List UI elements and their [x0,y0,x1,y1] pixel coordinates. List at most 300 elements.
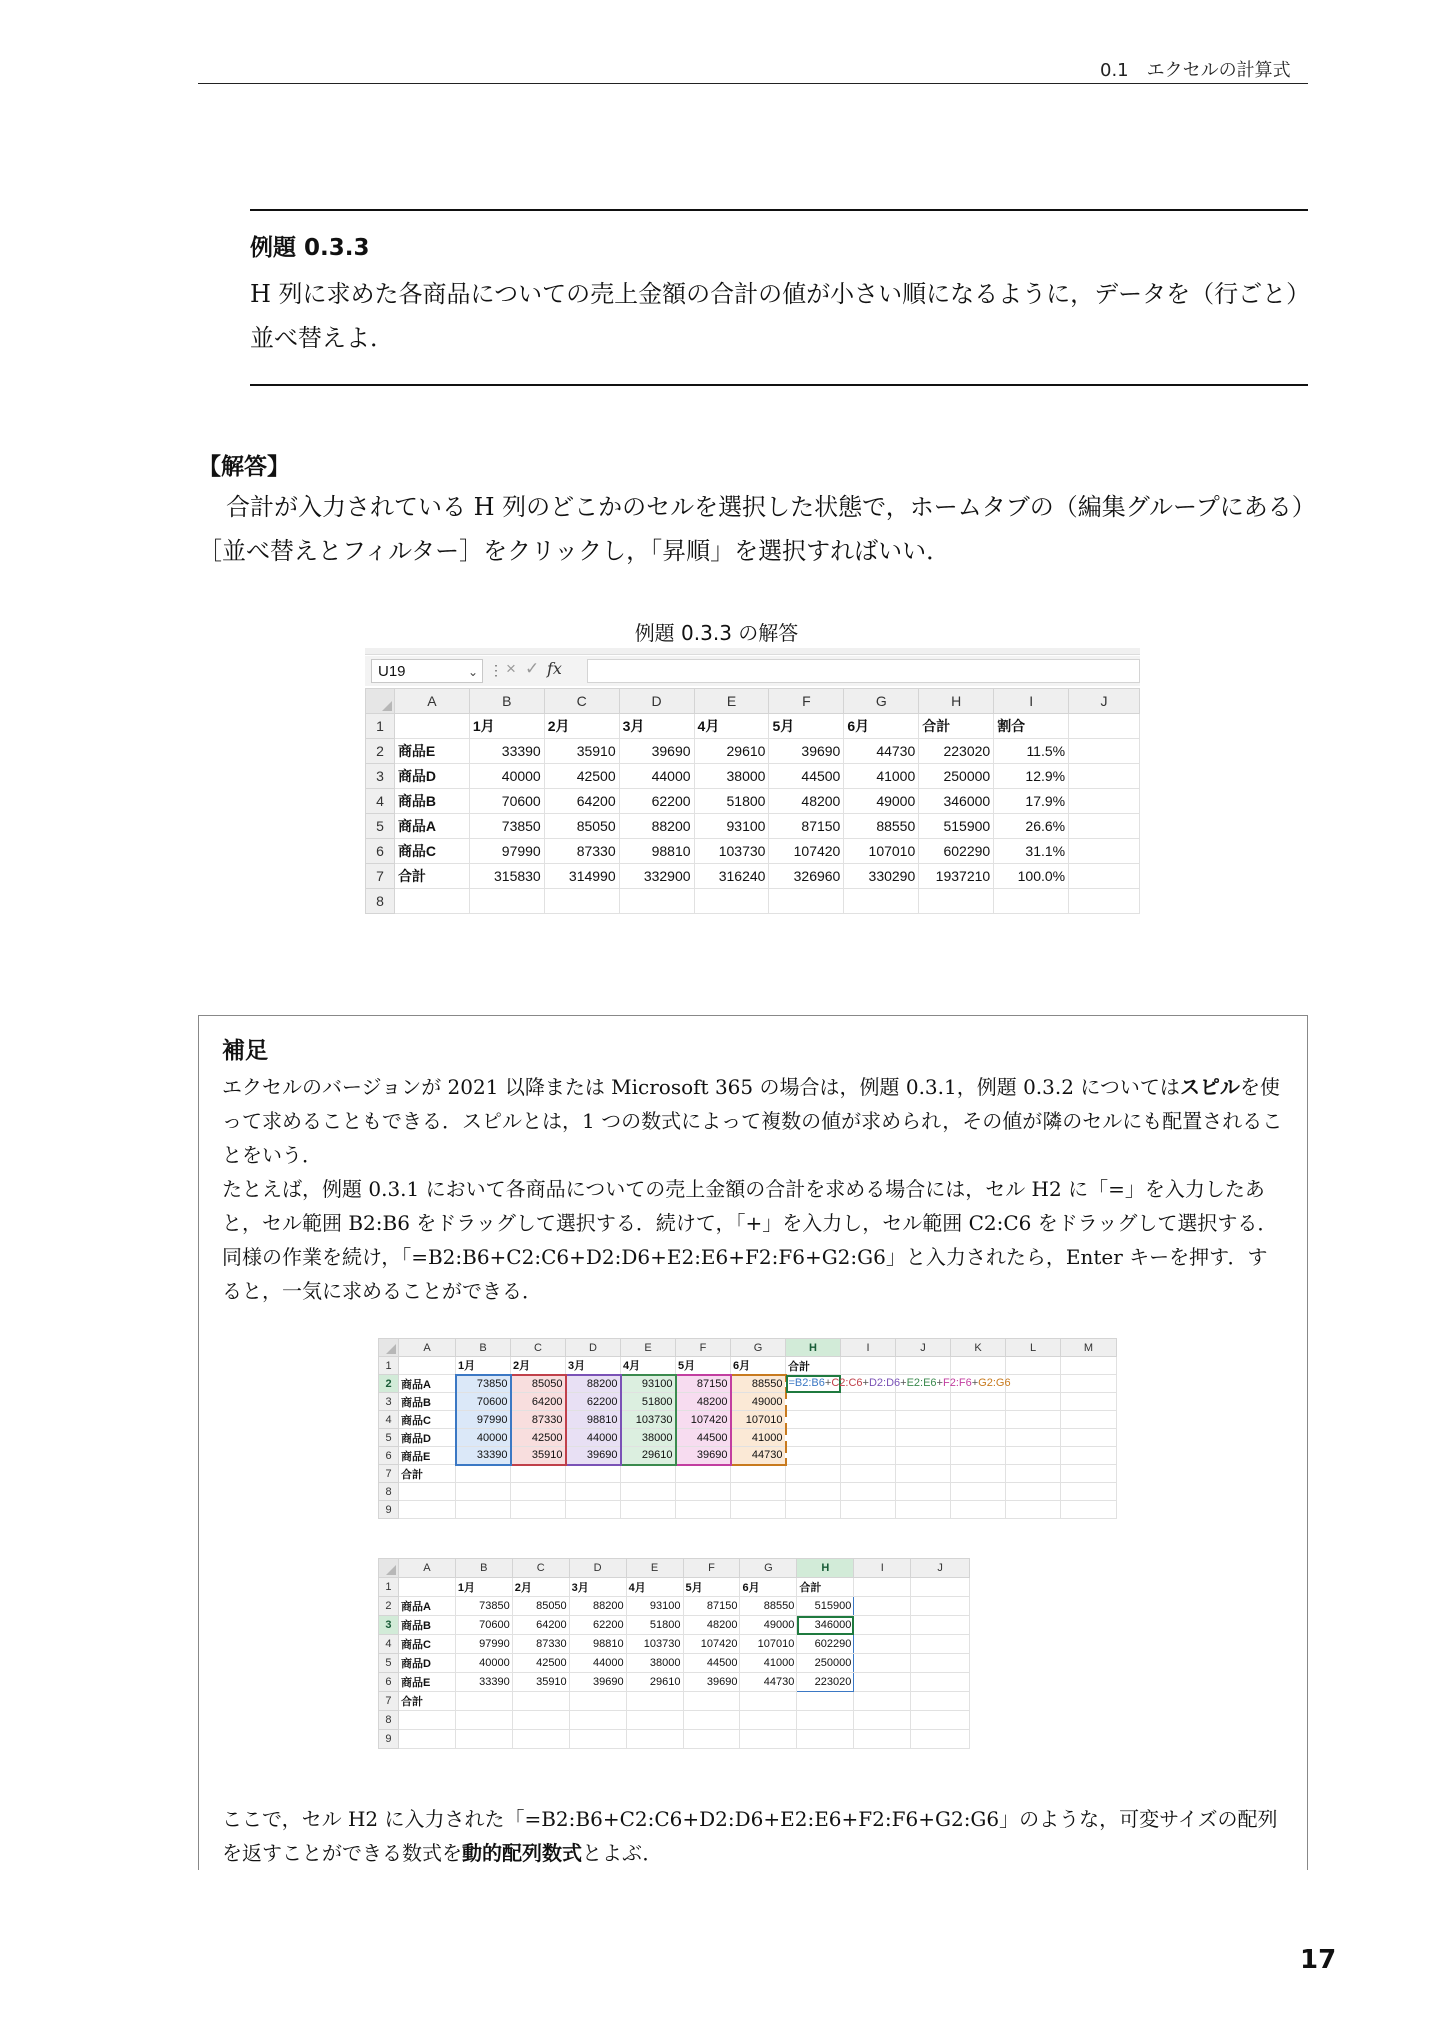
cell[interactable]: 2月 [511,1357,566,1375]
column-header-B[interactable]: B [456,1339,511,1357]
cell[interactable]: 48200 [676,1393,731,1411]
cell[interactable] [455,1711,512,1730]
cell[interactable]: 51800 [694,789,769,814]
cell[interactable] [399,1501,456,1519]
cell[interactable]: 29610 [621,1447,676,1465]
cell[interactable]: 62200 [569,1616,626,1635]
cell[interactable] [1061,1411,1117,1429]
row-header[interactable]: 1 [366,714,395,739]
row-header[interactable]: 5 [379,1654,399,1673]
cell[interactable]: 87330 [511,1411,566,1429]
cell[interactable]: 316240 [694,864,769,889]
cell[interactable]: 26.6% [994,814,1069,839]
cell[interactable]: 29610 [626,1673,683,1692]
row-header[interactable]: 5 [379,1429,399,1447]
cell[interactable]: 38000 [626,1654,683,1673]
cell[interactable] [786,1393,841,1411]
cell[interactable] [841,1501,896,1519]
cell[interactable]: 2月 [512,1578,569,1597]
cell[interactable] [511,1483,566,1501]
cell[interactable]: 88200 [566,1375,621,1393]
cell[interactable]: 35910 [511,1447,566,1465]
cell[interactable] [769,889,844,914]
cell[interactable] [911,1692,970,1711]
cell[interactable]: 11.5% [994,739,1069,764]
cell[interactable]: 87150 [683,1597,740,1616]
cell[interactable]: 70600 [455,1616,512,1635]
cell[interactable] [569,1730,626,1749]
cell[interactable]: 39690 [619,739,694,764]
cancel-icon[interactable]: × [506,659,516,678]
cell[interactable] [854,1578,911,1597]
cell[interactable] [731,1501,786,1519]
cell[interactable]: 88550 [731,1375,786,1393]
cell[interactable] [694,889,769,914]
cell[interactable] [455,1730,512,1749]
cell[interactable]: 97990 [456,1411,511,1429]
cell[interactable]: 88200 [619,814,694,839]
cell[interactable] [854,1616,911,1635]
cell[interactable] [854,1730,911,1749]
cell[interactable]: 107420 [676,1411,731,1429]
cell[interactable]: 100.0% [994,864,1069,889]
cell[interactable] [1006,1501,1061,1519]
column-header-H[interactable]: H [797,1559,854,1578]
cell[interactable] [896,1447,951,1465]
cell[interactable]: 1月 [456,1357,511,1375]
cell[interactable]: 4月 [694,714,769,739]
cell[interactable] [797,1692,854,1711]
cell[interactable] [1006,1447,1061,1465]
cell[interactable] [1061,1429,1117,1447]
cell[interactable]: 割合 [994,714,1069,739]
cell[interactable] [1006,1393,1061,1411]
column-header-E[interactable]: E [694,689,769,714]
cell[interactable]: 合計 [919,714,994,739]
column-header-C[interactable]: C [511,1339,566,1357]
cell[interactable]: 87330 [512,1635,569,1654]
cell[interactable]: 2月 [544,714,619,739]
cell[interactable]: 商品B [394,789,469,814]
cell[interactable] [1006,1357,1061,1375]
cell[interactable]: 39690 [769,739,844,764]
cell[interactable] [626,1730,683,1749]
cell[interactable]: 33390 [469,739,544,764]
cell[interactable]: 98810 [619,839,694,864]
cell[interactable]: 51800 [626,1616,683,1635]
cell[interactable]: 6月 [844,714,919,739]
cell[interactable]: 35910 [512,1673,569,1692]
row-header[interactable]: 1 [379,1357,399,1375]
cell[interactable] [951,1483,1006,1501]
cell[interactable] [512,1711,569,1730]
cell[interactable] [398,1730,455,1749]
cell[interactable]: 515900 [797,1597,854,1616]
cell[interactable]: 73850 [455,1597,512,1616]
column-header-E[interactable]: E [621,1339,676,1357]
cell[interactable] [896,1501,951,1519]
cell[interactable]: 73850 [469,814,544,839]
cell[interactable]: 326960 [769,864,844,889]
cell[interactable] [676,1501,731,1519]
column-header-I[interactable]: I [994,689,1069,714]
column-header-J[interactable]: J [911,1559,970,1578]
cell[interactable] [740,1692,797,1711]
cell[interactable]: 5月 [683,1578,740,1597]
row-header[interactable]: 8 [379,1483,399,1501]
cell[interactable]: 93100 [621,1375,676,1393]
cell[interactable] [919,889,994,914]
cell[interactable]: 商品D [394,764,469,789]
cell[interactable]: 40000 [469,764,544,789]
cell[interactable]: 6月 [740,1578,797,1597]
cell[interactable] [841,1357,896,1375]
cell[interactable] [1069,889,1140,914]
cell[interactable]: 41000 [740,1654,797,1673]
cell[interactable] [841,1429,896,1447]
cell[interactable] [1006,1411,1061,1429]
cell[interactable] [896,1483,951,1501]
column-header-M[interactable]: M [1061,1339,1117,1357]
cell[interactable] [1069,764,1140,789]
cell[interactable]: 44000 [566,1429,621,1447]
cell[interactable]: 51800 [621,1393,676,1411]
cell[interactable] [911,1654,970,1673]
cell[interactable]: 93100 [626,1597,683,1616]
cell[interactable]: 223020 [797,1673,854,1692]
cell[interactable]: 42500 [544,764,619,789]
cell[interactable] [511,1501,566,1519]
column-header-H[interactable]: H [919,689,994,714]
cell[interactable] [854,1597,911,1616]
cell[interactable]: 223020 [919,739,994,764]
cell[interactable] [896,1393,951,1411]
cell[interactable] [621,1465,676,1483]
cell[interactable] [854,1711,911,1730]
cell[interactable] [456,1465,511,1483]
cell[interactable]: 商品A [394,814,469,839]
row-header[interactable]: 5 [366,814,395,839]
column-header-L[interactable]: L [1006,1339,1061,1357]
column-header-G[interactable]: G [740,1559,797,1578]
cell[interactable] [1061,1447,1117,1465]
cell[interactable]: 97990 [455,1635,512,1654]
cell[interactable] [512,1730,569,1749]
cell[interactable]: 602290 [797,1635,854,1654]
cell[interactable] [1061,1501,1117,1519]
cell[interactable]: 44500 [769,764,844,789]
cell[interactable]: 85050 [544,814,619,839]
cell[interactable]: 107010 [731,1411,786,1429]
column-header-D[interactable]: D [569,1559,626,1578]
column-header-B[interactable]: B [455,1559,512,1578]
column-header-A[interactable]: A [399,1339,456,1357]
cell[interactable] [841,1465,896,1483]
cell[interactable]: 49000 [844,789,919,814]
cell[interactable] [896,1429,951,1447]
cell[interactable] [544,889,619,914]
column-header-A[interactable]: A [398,1559,455,1578]
select-all-corner[interactable] [379,1559,399,1578]
row-header[interactable]: 1 [379,1578,399,1597]
cell[interactable] [512,1692,569,1711]
cell[interactable]: 48200 [683,1616,740,1635]
cell[interactable]: 33390 [456,1447,511,1465]
cell[interactable] [683,1711,740,1730]
cell[interactable] [1061,1357,1117,1375]
cell[interactable] [854,1654,911,1673]
cell[interactable] [841,1393,896,1411]
row-header[interactable]: 7 [379,1465,399,1483]
cell[interactable] [1061,1483,1117,1501]
row-header[interactable]: 2 [379,1375,399,1393]
cell[interactable] [1069,814,1140,839]
cell[interactable] [1061,1375,1117,1393]
cell[interactable] [569,1692,626,1711]
cell[interactable]: 103730 [621,1411,676,1429]
cell[interactable] [854,1692,911,1711]
cell[interactable] [398,1711,455,1730]
cell[interactable]: 5月 [769,714,844,739]
column-header-I[interactable]: I [854,1559,911,1578]
cell[interactable] [398,1578,455,1597]
cell[interactable] [841,1483,896,1501]
enter-icon[interactable]: ✓ [525,659,540,678]
cell[interactable]: 107420 [683,1635,740,1654]
cell[interactable]: 346000 [919,789,994,814]
cell[interactable]: 40000 [455,1654,512,1673]
cell[interactable] [399,1357,456,1375]
row-header[interactable]: 7 [379,1692,399,1711]
cell[interactable] [786,1501,841,1519]
cell[interactable]: 98810 [566,1411,621,1429]
cell[interactable]: 商品E [398,1673,455,1692]
cell[interactable] [786,1483,841,1501]
cell[interactable] [1006,1483,1061,1501]
cell[interactable] [566,1501,621,1519]
cell[interactable] [683,1692,740,1711]
cell[interactable] [911,1711,970,1730]
cell[interactable] [797,1711,854,1730]
row-header[interactable]: 4 [366,789,395,814]
cell[interactable] [786,1375,1011,1393]
cell[interactable]: 合計 [786,1357,841,1375]
cell[interactable]: 44000 [619,764,694,789]
cell[interactable]: 87150 [676,1375,731,1393]
cell[interactable]: 35910 [544,739,619,764]
cell[interactable] [854,1673,911,1692]
cell[interactable] [896,1465,951,1483]
select-all-corner[interactable] [379,1339,399,1357]
insert-function-icon[interactable]: fx [547,659,562,678]
row-header[interactable]: 4 [379,1635,399,1654]
cell[interactable]: 40000 [456,1429,511,1447]
cell[interactable] [797,1730,854,1749]
cell[interactable] [1006,1465,1061,1483]
cell[interactable]: 107420 [769,839,844,864]
cell[interactable] [911,1616,970,1635]
cell[interactable] [951,1393,1006,1411]
column-header-J[interactable]: J [1069,689,1140,714]
cell[interactable]: 41000 [844,764,919,789]
cell[interactable] [676,1483,731,1501]
cell[interactable]: 商品B [399,1393,456,1411]
cell[interactable] [896,1411,951,1429]
cell[interactable]: 70600 [469,789,544,814]
cell[interactable]: 85050 [511,1375,566,1393]
cell[interactable] [844,889,919,914]
cell[interactable]: 41000 [731,1429,786,1447]
cell[interactable]: 1月 [469,714,544,739]
cell[interactable]: 64200 [544,789,619,814]
cell[interactable]: 64200 [512,1616,569,1635]
cell[interactable] [569,1711,626,1730]
cell[interactable]: 515900 [919,814,994,839]
cell[interactable] [951,1429,1006,1447]
column-header-G[interactable]: G [731,1339,786,1357]
cell[interactable]: 商品C [394,839,469,864]
cell[interactable] [1069,864,1140,889]
column-header-C[interactable]: C [544,689,619,714]
cell[interactable]: 1937210 [919,864,994,889]
cell[interactable] [786,1465,841,1483]
cell[interactable] [1061,1393,1117,1411]
cell[interactable]: 商品C [399,1411,456,1429]
cell[interactable] [456,1483,511,1501]
row-header[interactable]: 8 [366,889,395,914]
cell[interactable] [786,1429,841,1447]
cell[interactable]: 商品D [399,1429,456,1447]
cell[interactable]: 88200 [569,1597,626,1616]
cell[interactable]: 49000 [740,1616,797,1635]
cell[interactable]: 39690 [683,1673,740,1692]
cell[interactable] [626,1711,683,1730]
formula-input[interactable] [587,659,1140,683]
column-header-I[interactable]: I [841,1339,896,1357]
cell[interactable] [676,1465,731,1483]
cell[interactable]: 42500 [511,1429,566,1447]
cell[interactable] [1069,739,1140,764]
cell[interactable] [911,1597,970,1616]
cell[interactable] [911,1673,970,1692]
cell[interactable] [951,1465,1006,1483]
cell[interactable] [786,1411,841,1429]
select-all-corner[interactable] [366,689,395,714]
column-header-D[interactable]: D [619,689,694,714]
column-header-D[interactable]: D [566,1339,621,1357]
cell[interactable] [1006,1429,1061,1447]
cell[interactable] [740,1730,797,1749]
cell[interactable] [566,1465,621,1483]
cell[interactable]: 合計 [398,1692,455,1711]
cell[interactable]: 商品E [399,1447,456,1465]
cell[interactable] [566,1483,621,1501]
cell[interactable]: 97990 [469,839,544,864]
cell[interactable]: 314990 [544,864,619,889]
cell[interactable] [911,1578,970,1597]
cell[interactable]: 合計 [394,864,469,889]
cell[interactable]: 39690 [566,1447,621,1465]
cell[interactable] [469,889,544,914]
row-header[interactable]: 9 [379,1730,399,1749]
cell[interactable]: 44500 [683,1654,740,1673]
column-header-E[interactable]: E [626,1559,683,1578]
cell[interactable]: 88550 [844,814,919,839]
row-header[interactable]: 3 [366,764,395,789]
cell[interactable] [731,1483,786,1501]
row-header[interactable]: 3 [379,1616,399,1635]
cell[interactable] [841,1447,896,1465]
cell[interactable]: 85050 [512,1597,569,1616]
cell[interactable] [911,1635,970,1654]
cell[interactable]: 42500 [512,1654,569,1673]
cell[interactable]: 602290 [919,839,994,864]
row-header[interactable]: 7 [366,864,395,889]
cell[interactable]: 3月 [569,1578,626,1597]
cell[interactable]: 29610 [694,739,769,764]
cell[interactable]: 330290 [844,864,919,889]
cell[interactable] [399,1483,456,1501]
cell[interactable]: 49000 [731,1393,786,1411]
cell[interactable]: 44730 [731,1447,786,1465]
column-header-F[interactable]: F [769,689,844,714]
cell[interactable] [951,1501,1006,1519]
column-header-K[interactable]: K [951,1339,1006,1357]
cell[interactable]: 商品A [398,1597,455,1616]
cell[interactable]: 38000 [694,764,769,789]
cell[interactable] [896,1357,951,1375]
cell[interactable] [731,1465,786,1483]
cell[interactable] [1069,839,1140,864]
cell[interactable]: 33390 [455,1673,512,1692]
cell[interactable] [951,1447,1006,1465]
cell[interactable] [1061,1465,1117,1483]
cell[interactable]: 44730 [740,1673,797,1692]
cell[interactable]: 98810 [569,1635,626,1654]
cell[interactable]: 88550 [740,1597,797,1616]
row-header[interactable]: 6 [379,1447,399,1465]
cell[interactable]: 73850 [456,1375,511,1393]
cell[interactable] [994,889,1069,914]
cell[interactable]: 商品C [398,1635,455,1654]
cell[interactable]: 5月 [676,1357,731,1375]
cell[interactable]: 44730 [844,739,919,764]
cell[interactable]: 107010 [740,1635,797,1654]
cell[interactable]: 87330 [544,839,619,864]
cell[interactable] [456,1501,511,1519]
cell[interactable]: 64200 [511,1393,566,1411]
cell[interactable] [1006,1375,1061,1393]
cell[interactable]: 332900 [619,864,694,889]
column-header-H[interactable]: H [786,1339,841,1357]
cell[interactable]: 4月 [626,1578,683,1597]
column-header-A[interactable]: A [394,689,469,714]
cell[interactable]: 3月 [619,714,694,739]
cell[interactable]: 93100 [694,814,769,839]
row-header[interactable]: 2 [379,1597,399,1616]
cell[interactable]: 87150 [769,814,844,839]
cell[interactable]: 商品E [394,739,469,764]
cell[interactable]: 250000 [797,1654,854,1673]
cell[interactable]: 合計 [797,1578,854,1597]
row-header[interactable]: 6 [366,839,395,864]
cell[interactable]: 103730 [626,1635,683,1654]
cell[interactable]: 商品D [398,1654,455,1673]
column-header-C[interactable]: C [512,1559,569,1578]
cell[interactable]: 62200 [566,1393,621,1411]
cell[interactable]: 48200 [769,789,844,814]
row-header[interactable]: 2 [366,739,395,764]
